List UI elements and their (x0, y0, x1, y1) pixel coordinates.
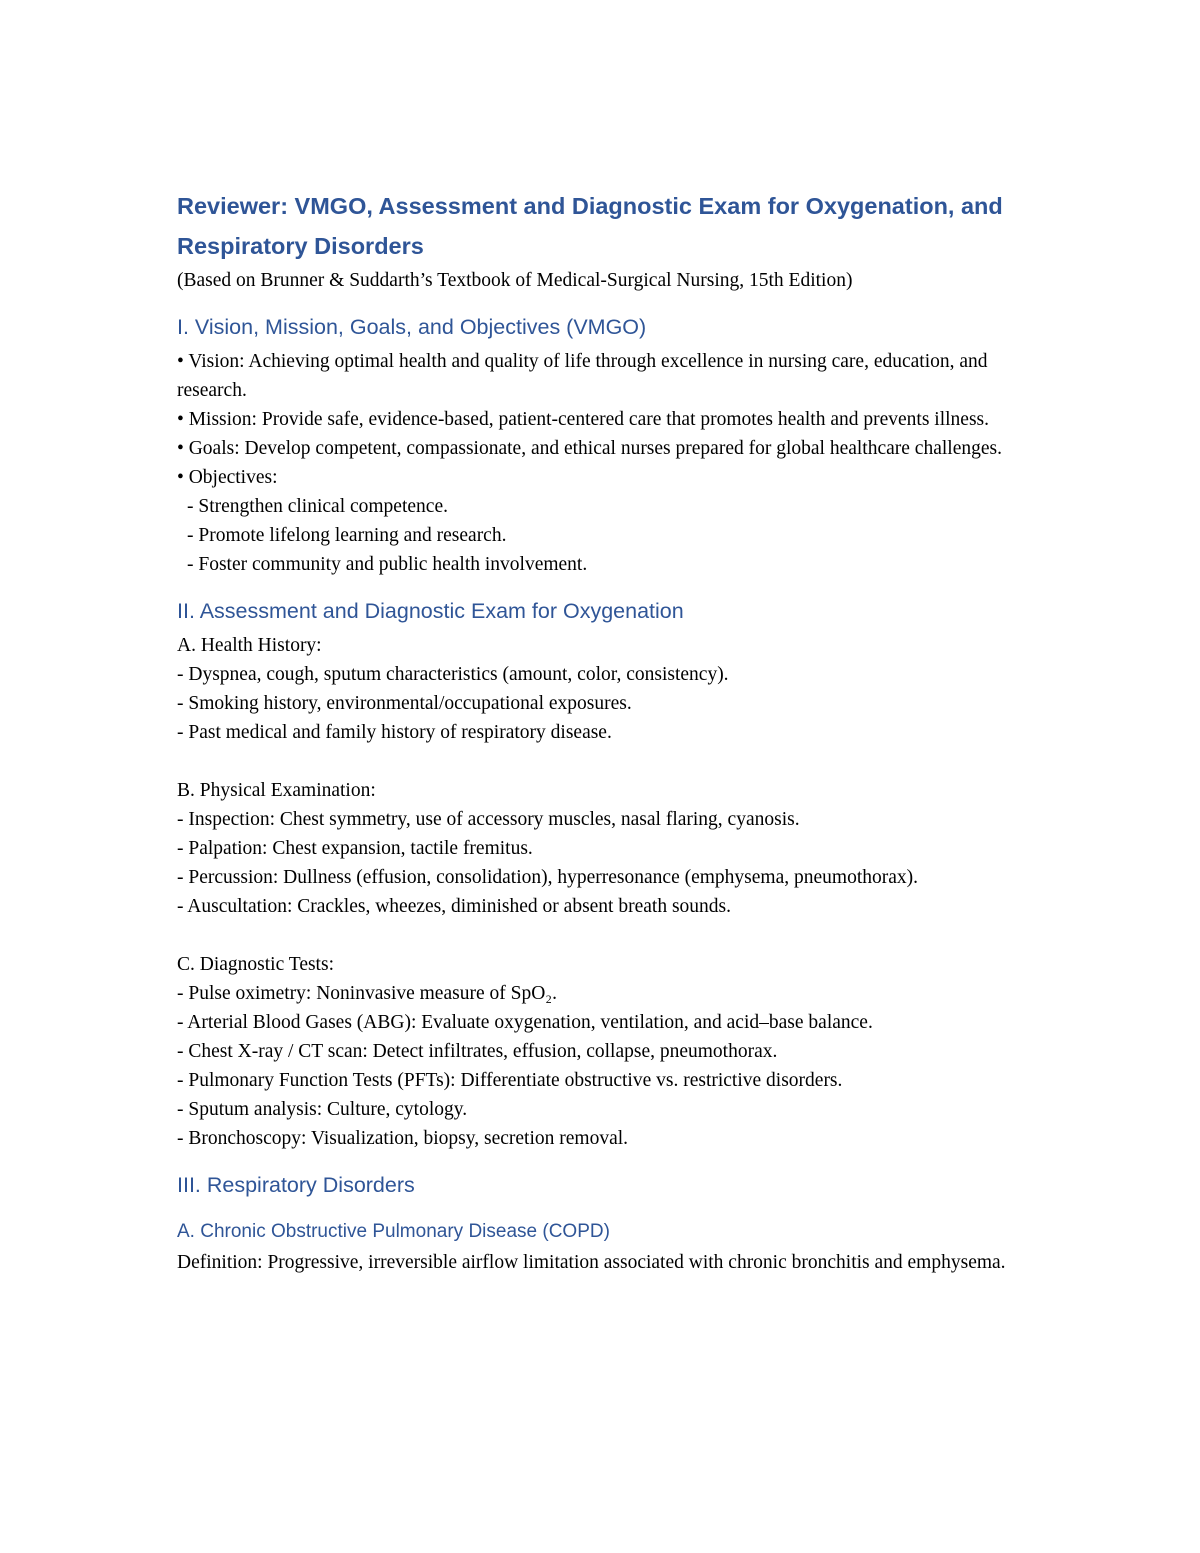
physical-exam-item: - Percussion: Dullness (effusion, consolidation), hyperresonance (emphysema, pneumothorax). (177, 867, 918, 888)
section-disorders-heading: III. Respiratory Disorders (177, 1173, 415, 1197)
document-subtitle: (Based on Brunner & Suddarth’s Textbook of Medical-Surgical Nursing, 15th Edition) (177, 270, 853, 291)
copd-definition: Definition: Progressive, irreversible airflow limitation associated with chronic bronchitis and emphysema. (177, 1252, 1006, 1273)
document-body (177, 186, 1037, 1277)
spacer (177, 747, 1037, 776)
objective-item: - Strengthen clinical competence. (187, 496, 448, 517)
physical-exam-item: - Inspection: Chest symmetry, use of accessory muscles, nasal flaring, cyanosis. (177, 809, 800, 830)
spacer (177, 921, 1037, 950)
health-history-item: - Smoking history, environmental/occupational exposures. (177, 693, 632, 714)
copd-heading: A. Chronic Obstructive Pulmonary Disease (COPD) (177, 1221, 610, 1242)
health-history-label: A. Health History: (177, 635, 322, 656)
mission-item: • Mission: Provide safe, evidence-based, patient-centered care that promotes health and prevents illness. (177, 409, 990, 430)
physical-exam-label: B. Physical Examination: (177, 780, 376, 801)
diagnostic-tests-label: C. Diagnostic Tests: (177, 954, 334, 975)
section-assessment-heading: II. Assessment and Diagnostic Exam for Oxygenation (177, 599, 684, 623)
diagnostic-test-item: - Sputum analysis: Culture, cytology. (177, 1099, 468, 1120)
objectives-label: • Objectives: (177, 467, 278, 488)
physical-exam-item: - Palpation: Chest expansion, tactile fremitus. (177, 838, 533, 859)
diagnostic-test-item: - Pulmonary Function Tests (PFTs): Differentiate obstructive vs. restrictive disorders. (177, 1070, 843, 1091)
health-history-item: - Dyspnea, cough, sputum characteristics (amount, color, consistency). (177, 664, 729, 685)
diagnostic-test-item: - Arterial Blood Gases (ABG): Evaluate oxygenation, ventilation, and acid–base balance. (177, 1012, 873, 1033)
document-title: Reviewer: VMGO, Assessment and Diagnostic Exam for Oxygenation, and Respiratory Disorders (177, 193, 1003, 259)
diagnostic-test-item: - Chest X-ray / CT scan: Detect infiltrates, effusion, collapse, pneumothorax. (177, 1041, 778, 1062)
objective-item: - Promote lifelong learning and research. (187, 525, 507, 546)
goals-item: • Goals: Develop competent, compassionate, and ethical nurses prepared for global healthcare challenges. (177, 438, 1002, 459)
health-history-item: - Past medical and family history of respiratory disease. (177, 722, 612, 743)
diagnostic-test-item: - Bronchoscopy: Visualization, biopsy, secretion removal. (177, 1128, 629, 1149)
vision-item: • Vision: Achieving optimal health and quality of life through excellence in nursing care, education, and research. (177, 351, 988, 401)
diagnostic-test-item: - Pulse oximetry: Noninvasive measure of SpO₂. (177, 983, 557, 1004)
physical-exam-item: - Auscultation: Crackles, wheezes, diminished or absent breath sounds. (177, 896, 731, 917)
section-vmgo-heading: I. Vision, Mission, Goals, and Objectives (VMGO) (177, 315, 647, 339)
objective-item: - Foster community and public health involvement. (187, 554, 588, 575)
